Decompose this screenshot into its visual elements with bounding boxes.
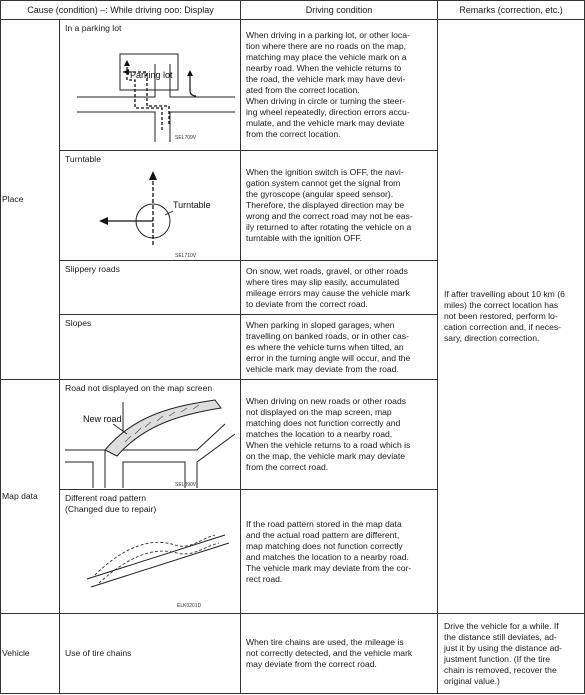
figure-code: SEL890V [175, 482, 197, 488]
subcondition-title: Use of tire chains [65, 648, 132, 658]
group-place: Place [1, 20, 60, 380]
header-row [1, 1, 585, 20]
table-row [1, 20, 585, 151]
subcondition-title: Slopes [65, 318, 92, 328]
new-road-label: New road [83, 414, 122, 424]
group-map-data: Map data [1, 380, 60, 614]
driving-condition-cell: When driving in a parking lot, or other loca- tion where there are no roads on the map, matching may place the vehicle mark on a nearby road. When the vehicle returns to the road, the vehicle mark may have devi- ated from the correct location. When driving in circle or turning the steer- ing wheel repeatedly, direction errors accu- mulate, and the vehicle mark may deviate from the correct location. [241, 20, 438, 151]
subcondition-slippery-roads [60, 261, 241, 315]
subcondition-title: Turntable [65, 154, 101, 164]
subcondition-title: In a parking lot [65, 23, 122, 33]
subcondition-parking-lot [60, 20, 241, 151]
driving-condition-cell: When driving on new roads or other roads not displayed on the map screen, map matching does not function correctly and matches the location to a nearby road. When the vehicle returns to a road which is on the map, the vehicle mark may deviate from the correct road. [241, 380, 438, 490]
parking-lot-figure [65, 34, 235, 142]
figure-code: ELK0201D [177, 603, 202, 609]
group-vehicle: Vehicle [1, 614, 60, 694]
driving-condition-cell: On snow, wet roads, gravel, or other roads where tires may slip easily, accumulated mileage errors may cause the vehicle mark to deviate from the correct road. [241, 261, 438, 315]
road-pattern-figure [65, 515, 235, 612]
driving-condition-cell: If the road pattern stored in the map data and the actual road pattern are different, map matching does not function correctly and matches the location to a nearby road. The vehicle mark may deviate from the cor- rect road. [241, 490, 438, 614]
turntable-label: Turntable [173, 200, 211, 210]
new-road-figure [65, 394, 235, 488]
subcondition-title: Slippery roads [65, 264, 120, 274]
subcondition-tire-chains [60, 614, 241, 694]
header-cause: Cause (condition) –: While driving ooo: Display [1, 1, 241, 20]
remarks-vehicle: Drive the vehicle for a while. If the distance still deviates, ad- just it by using the distance ad- justment function. (If the tire chain is removed, recover the original value.) [438, 614, 585, 694]
figure-code: SEL709V [175, 135, 197, 141]
header-driving-condition: Driving condition [241, 1, 438, 20]
parking-lot-label: Parking lot [130, 70, 173, 80]
subcondition-turntable [60, 151, 241, 261]
table-row [1, 614, 585, 694]
remarks-place-map: If after travelling about 10 km (6 miles) the correct location has not been restored, perform lo- cation correction and, if neces- sary, direction correction. [438, 20, 585, 614]
driving-condition-cell: When the ignition switch is OFF, the navi- gation system cannot get the signal from the gyroscope (angular speed sensor). Therefore, the displayed direction may be wrong and the correct road may not be eas- ily returned to after rotating the vehicle on a turntable with the ignition OFF. [241, 151, 438, 261]
subcondition-title: Road not displayed on the map screen [65, 383, 213, 393]
subcondition-road-not-displayed [60, 380, 241, 490]
subcondition-title: Different road pattern (Changed due to repair) [65, 493, 157, 514]
driving-condition-cell: When parking in sloped garages, when travelling on banked roads, or in other cas- es where the vehicle turns when tilted, an error in the turning angle will occur, and the vehicle mark may deviate from the road. [241, 315, 438, 380]
subcondition-different-road-pattern [60, 490, 241, 614]
header-remarks: Remarks (correction, etc.) [438, 1, 585, 20]
subcondition-slopes [60, 315, 241, 380]
figure-code: SEL710V [175, 253, 197, 259]
driving-condition-cell: When tire chains are used, the mileage is not correctly detected, and the vehicle mark may deviate from the correct road. [241, 614, 438, 694]
turntable-figure [65, 165, 235, 259]
